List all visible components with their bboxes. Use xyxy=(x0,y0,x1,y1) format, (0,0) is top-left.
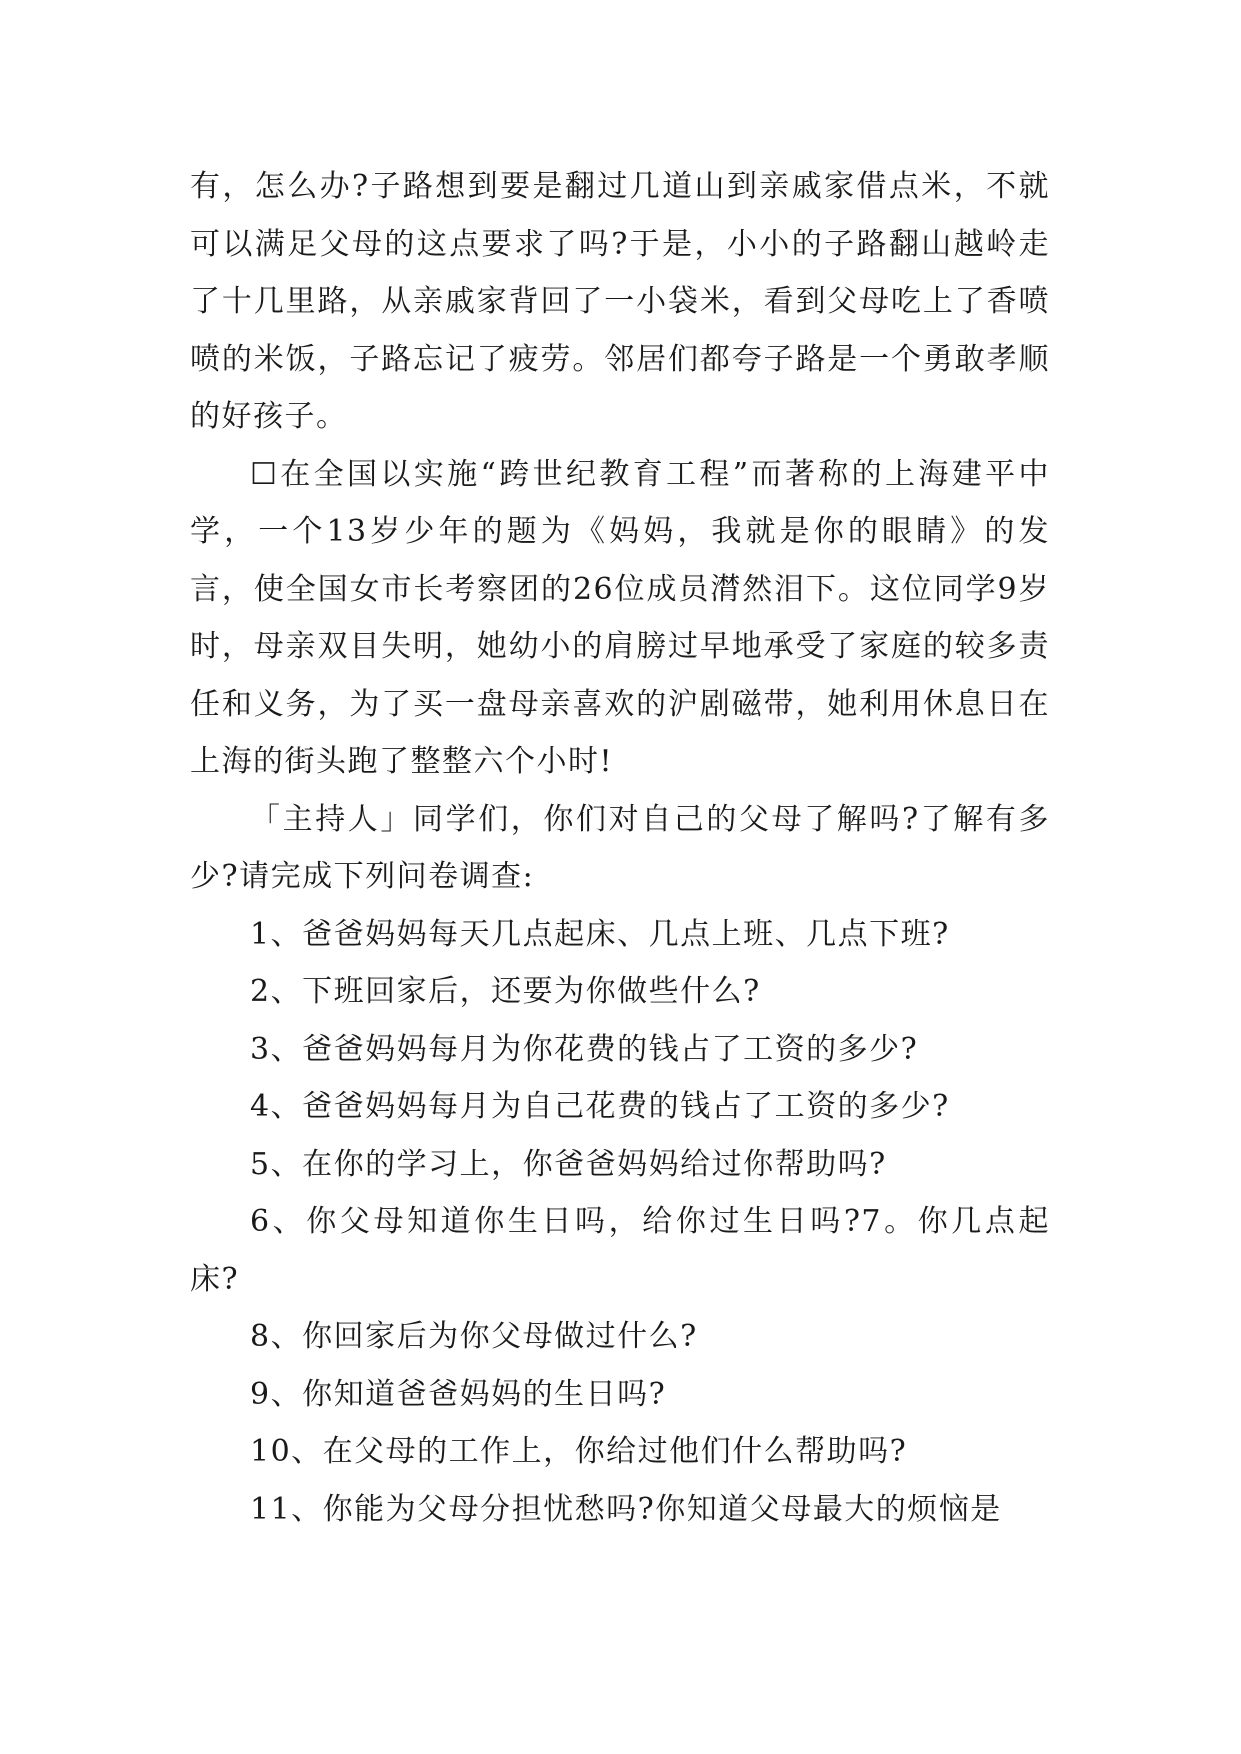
document-body xyxy=(190,158,1050,1538)
question-item: 3、爸爸妈妈每月为你花费的钱占了工资的多少? xyxy=(250,1031,919,1067)
question-item: 5、在你的学习上，你爸爸妈妈给过你帮助吗? xyxy=(250,1146,887,1182)
question-item: 4、爸爸妈妈每月为自己花费的钱占了工资的多少? xyxy=(250,1089,950,1124)
question-item: 8、你回家后为你父母做过什么? xyxy=(250,1319,698,1354)
paragraph-jianping-story: ☐在全国以实施“跨世纪教育工程”而著称的上海建平中学，一个13岁少年的题为《妈妈，我就是你的眼睛》的发言，使全国女市长考察团的26位成员潸然泪下。这位同学9岁时，母亲双目失明，她幼小的肩膀过早地承受了家庭的较多责任和义务，为了买一盘母亲喜欢的沪剧磁带，她利用休息日在上海的街头跑了整整六个小时! xyxy=(190,456,1050,779)
question-item: 2、下班回家后，还要为你做些什么? xyxy=(250,974,761,1009)
question-item: 1、爸爸妈妈每天几点起床、几点上班、几点下班? xyxy=(250,916,950,952)
question-item: 9、你知道爸爸妈妈的生日吗? xyxy=(250,1376,667,1412)
question-item: 10、在父母的工作上，你给过他们什么帮助吗? xyxy=(250,1434,908,1469)
question-item: 11、你能为父母分担忧愁吗?你知道父母最大的烦恼是 xyxy=(250,1491,1002,1527)
questionnaire-list xyxy=(190,906,1050,1539)
paragraph-host-intro: 「主持人」同学们，你们对自己的父母了解吗?了解有多少?请完成下列问卷调查: xyxy=(190,801,1050,894)
question-item: 6、你父母知道你生日吗，给你过生日吗?7。你几点起床? xyxy=(190,1204,1050,1297)
paragraph-zilu-story: 有，怎么办?子路想到要是翻过几道山到亲戚家借点米，不就可以满足父母的这点要求了吗?于是，小小的子路翻山越岭走了十几里路，从亲戚家背回了一小袋米，看到父母吃上了香喷喷的米饭，子路忘记了疲劳。邻居们都夸子路是一个勇敢孝顺的好孩子。 xyxy=(190,169,1050,434)
